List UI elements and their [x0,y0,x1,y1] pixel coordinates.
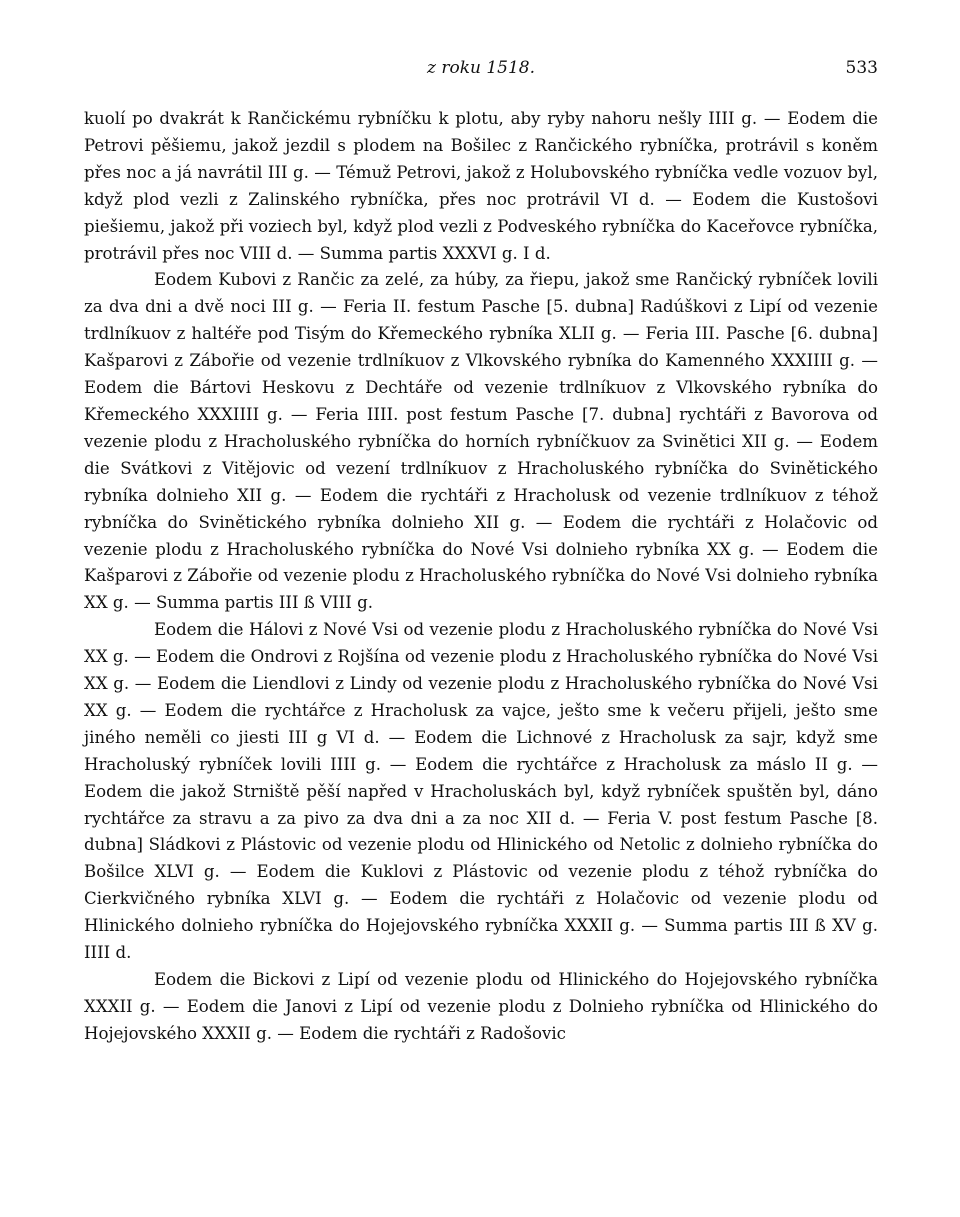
paragraph: Eodem die Hálovi z Nové Vsi od vezenie plodu z Hracholuského rybníčka do Nové Vsi XX g. — Eodem die Ondrovi z Rojšína od vezenie plodu z Hracholuského rybníčka do Nové Vsi XX g. — Eodem die Liendlovi z Lindy od vezenie plodu z Hracholuského rybníčka do Nové Vsi XX g. — Eodem die rychtářce z Hracholusk za vajce, ješto sme k večeru přijeli, ješto sme jiného neměli co jiesti III g VI d. — Eodem die Lichnové z Hracholusk za sajr, když sme Hracholuský rybníček lovili IIII g. — Eodem die rychtářce z Hracholusk za máslo II g. — Eodem die jakož Strniště pěší napřed v Hracholuskách byl, když rybníček spuštěn byl, dáno rychtářce za stravu a za pivo za dva dni a za noc XII d. — Feria V. post festum Pasche [8. dubna] Sládkovi z Plástovic od vezenie plodu od Hlinického od Netolic z dolnieho rybníčka do Bošilce XLVI g. — Eodem die Kuklovi z Plástovic od vezenie plodu z téhož rybníčka do Cierkvičného rybníka XLVI g. — Eodem die rychtáři z Holačovic od vezenie plodu od Hlinického dolnieho rybníčka do Hojejovského rybníčka XXXII g. — Summa partis III ß XV g. IIII d. [84,620,878,963]
running-title: z roku 1518. [426,58,536,78]
page-number: 533 [845,58,878,78]
paragraph: Eodem Kubovi z Rančic za zelé, za húby, za řiepu, jakož sme Rančický rybníček lovili za dva dni a dvě noci III g. — Feria II. festum Pasche [5. dubna] Radúškovi z Lipí od vezenie trdlníkuov z haltéře pod Tisým do Křemeckého rybníka XLII g. — Feria III. Pasche [6. dubna] Kašparovi z Zábořie od vezenie trdlníkuov z Vlkovského rybníka do Kamenného XXXIIII g. — Eodem die Bártovi Heskovu z Dechtáře od vezenie trdlníkuov z Vlkovského rybníka do Křemeckého XXXIIII g. — Feria IIII. post festum Pasche [7. dubna] rychtáři z Bavorova od vezenie plodu z Hracholuského rybníčka do horních rybníčkuov za Svinětici XII g. — Eodem die Svátkovi z Vitějovic od vezení trdlníkuov z Hracholuského rybníčka do Svinětického rybníka dolnieho XII g. — Eodem die rychtáři z Hracholusk od vezenie trdlníkuov z téhož rybníčka do Svinětického rybníka dolnieho XII g. — Eodem die rychtáři z Holačovic od vezenie plodu z Hracholuského rybníčka do Nové Vsi dolnieho rybníka XX g. — Eodem die Kašparovi z Zábořie od vezenie plodu z Hracholuského rybníčka do Nové Vsi dolnieho rybníka XX g. — Summa partis III ß VIII g. [84,270,878,613]
paragraph-continuation: kuolí po dvakrát k Rančickému rybníčku k plotu, aby ryby nahoru nešly IIII g. — Eodem die Petrovi pěšiemu, jakož jezdil s plodem na Bošilec z Rančického rybníčka, protrávil s koněm přes noc a já navrátil III g. — Témuž Petrovi, jakož z Holubovského rybníčka vedle vozuov byl, když plod vezli z Zalinského rybníčka, přes noc protrávil VI d. — Eodem die Kustošovi piešiemu, jakož při voziech byl, když plod vezli z Podveského rybníčka do Kaceřovce rybníčka, protrávil přes noc VIII d. — Summa partis XXXVI g. I d. [84,109,878,263]
paragraph: Eodem die Bickovi z Lipí od vezenie plodu od Hlinického do Hojejovského rybníčka XXXII g. — Eodem die Janovi z Lipí od vezenie plodu z Dolnieho rybníčka od Hlinického do Hojejovského XXXII g. — Eodem die rychtáři z Radošovic [84,970,878,1043]
body-text [84,106,878,1048]
book-page [84,58,878,1048]
running-header [84,58,878,84]
